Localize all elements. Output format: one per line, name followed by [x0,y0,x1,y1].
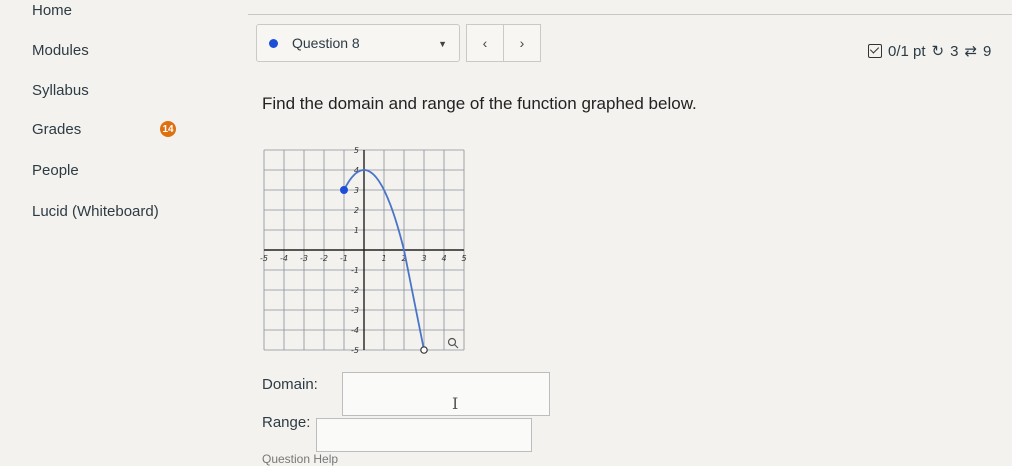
closed-endpoint [340,186,348,194]
y-tick-label: 5 [353,146,359,155]
y-tick-label: 1 [353,226,359,235]
retry-icon[interactable]: ↻ [931,43,945,60]
chevron-left-icon: ‹ [482,35,488,51]
x-tick-label: 5 [461,254,467,263]
sidebar-item-modules[interactable]: Modules [32,42,89,59]
y-tick-label: 2 [353,206,359,215]
x-tick-label: 2 [401,254,407,263]
sidebar-item-grades[interactable]: Grades [32,121,82,138]
x-tick-label: -4 [280,254,288,263]
question-status-dot [269,39,278,48]
y-tick-label: -4 [351,326,359,335]
text-cursor-icon: I [452,394,459,413]
checkbox-icon [868,44,882,58]
attempts-text: 3 [950,42,959,60]
x-tick-label: -5 [260,254,268,263]
next-question-button[interactable] [503,24,541,62]
points-text: 0/1 pt [888,42,926,60]
y-tick-label: -1 [351,266,359,275]
magnifier-icon [449,339,456,346]
repeat-icon[interactable]: ⇄ [964,43,978,60]
function-graph [258,132,478,360]
x-tick-label: 3 [421,254,427,263]
header-divider [248,14,1012,15]
sidebar-item-syllabus[interactable]: Syllabus [32,82,89,99]
y-tick-label: 4 [353,166,359,175]
sidebar-item-home[interactable]: Home [32,2,73,19]
question-select[interactable] [256,24,460,62]
question-select-label: Question 8 [292,35,360,51]
x-tick-label: 1 [381,254,387,263]
x-tick-label: -3 [300,254,308,263]
course-sidebar [0,0,230,463]
range-input[interactable] [316,418,532,452]
magnifier-handle [455,345,459,349]
x-tick-label: 4 [441,254,447,263]
chevron-right-icon: › [519,35,525,51]
x-tick-label: -1 [340,254,348,263]
question-help-link[interactable]: Question Help [262,452,339,466]
sidebar-item-lucid[interactable]: Lucid (Whiteboard) [32,203,159,220]
x-tick-label: -2 [320,254,328,263]
y-tick-label: -3 [351,306,359,315]
previous-question-button[interactable] [466,24,504,62]
score-status [868,42,991,60]
domain-input[interactable] [342,372,550,416]
grades-count-badge: 14 [160,121,176,137]
y-tick-label: -2 [351,286,359,295]
y-tick-label: 3 [353,186,359,195]
y-tick-label: -5 [351,346,359,355]
domain-label: Domain: [262,376,318,393]
open-endpoint [421,347,427,353]
question-prompt: Find the domain and range of the function graphed below. [262,94,697,113]
extra-text: 9 [983,42,992,60]
sidebar-item-people[interactable]: People [32,162,79,179]
caret-down-icon: ▼ [438,39,447,49]
range-label: Range: [262,414,311,431]
